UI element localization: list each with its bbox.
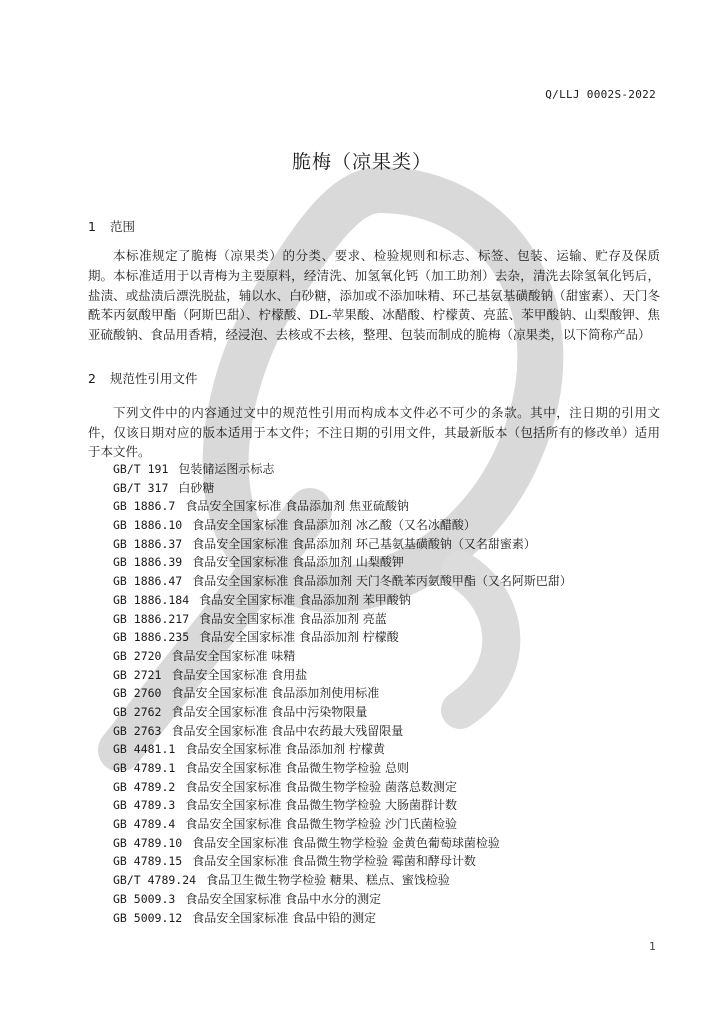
reference-name: 食品安全国家标准 食品中水分的测定 — [185, 891, 382, 906]
reference-name: 食品安全国家标准 食品中农药最大残留限量 — [171, 723, 404, 738]
reference-item — [113, 460, 572, 479]
reference-code: GB 4789.2 — [113, 779, 176, 794]
section-title: 规范性引用文件 — [109, 371, 198, 386]
reference-item — [113, 852, 572, 871]
reference-code: GB 4789.3 — [113, 798, 176, 813]
standard-code: Q/LLJ 0002S-2022 — [545, 88, 656, 101]
section-heading-scope — [88, 217, 135, 235]
reference-item — [113, 722, 572, 741]
reference-item — [113, 684, 572, 703]
reference-name: 白砂糖 — [178, 480, 215, 495]
reference-list — [113, 460, 572, 927]
reference-name: 食品安全国家标准 食品微生物学检验 霉菌和酵母计数 — [192, 854, 476, 869]
reference-item — [113, 572, 572, 591]
reference-item — [113, 628, 572, 647]
reference-name: 食品安全国家标准 食品添加剂使用标准 — [171, 686, 380, 701]
reference-name: 食品卫生微生物学检验 糖果、糕点、蜜饯检验 — [206, 873, 450, 888]
reference-code: GB 2720 — [113, 648, 162, 663]
reference-name: 食品安全国家标准 味精 — [171, 648, 296, 663]
reference-item — [113, 834, 572, 853]
reference-name: 食品安全国家标准 食品添加剂 柠檬黄 — [185, 742, 385, 757]
reference-item — [113, 740, 572, 759]
reference-code: GB 1886.39 — [113, 555, 183, 570]
reference-name: 食品安全国家标准 食品添加剂 亮蓝 — [199, 611, 387, 626]
reference-name: 食品安全国家标准 食品微生物学检验 大肠菌群计数 — [185, 798, 457, 813]
reference-item — [113, 497, 572, 516]
reference-name: 食品安全国家标准 食品添加剂 焦亚硫酸钠 — [185, 499, 409, 514]
reference-item — [113, 666, 572, 685]
reference-code: GB 1886.217 — [113, 611, 190, 626]
reference-item — [113, 553, 572, 572]
reference-code: GB 4481.1 — [113, 742, 176, 757]
section-title: 范围 — [109, 219, 135, 234]
reference-item — [113, 890, 572, 909]
reference-item — [113, 778, 572, 797]
reference-code: GB/T 191 — [113, 462, 169, 476]
reference-code: GB 4789.10 — [113, 835, 183, 850]
normative-intro: 下列文件中的内容通过文中的规范性引用而构成本文件必不可少的条款。其中，注日期的引用文件，仅该日期对应的版本适用于本文件；不注日期的引用文件，其最新版本（包括所有的修改单）适用于本文件。 — [88, 405, 660, 459]
reference-item — [113, 909, 572, 928]
reference-code: GB 5009.12 — [113, 910, 183, 925]
scope-paragraph-2: 本标准适用于以青梅为主要原料，经清洗、加氢氧化钙（加工助剂）去杂，清洗去除氢氧化钙后，盐渍、或盐渍后漂洗脱盐，辅以水、白砂糖，添加或不添加味精、环己基氨基磺酸钠（甜蜜素）、天门冬酰苯丙氨酸甲酯（阿斯巴甜）、柠檬酸、DL-苹果酸、冰醋酸、柠檬黄、亮蓝、苯甲酸钠、山梨酸钾、焦亚硫酸钠、食品用香精，经浸泡、去核或不去核，整理、包装而制成的脆梅（凉果类，以下简称产品） — [88, 268, 660, 342]
reference-name: 食品安全国家标准 食品微生物学检验 沙门氏菌检验 — [185, 817, 457, 832]
reference-code: GB 1886.7 — [113, 499, 176, 514]
section-number: 1 — [88, 219, 96, 234]
reference-name: 包装储运图示标志 — [178, 462, 275, 476]
reference-code: GB 2762 — [113, 704, 162, 719]
reference-item — [113, 479, 572, 498]
reference-name: 食品安全国家标准 食品微生物学检验 菌落总数测定 — [185, 779, 457, 794]
reference-item — [113, 591, 572, 610]
reference-code: GB 2721 — [113, 667, 162, 682]
reference-item — [113, 871, 572, 890]
scope-paragraph-1: 本标准规定了脆梅（凉果类）的分类、要求、检验规则和标志、标签、包装、运输、贮存及保质期。 — [88, 248, 660, 283]
reference-code: GB 4789.1 — [113, 761, 176, 775]
reference-name: 食品安全国家标准 食品微生物学检验 金黄色葡萄球菌检验 — [192, 835, 500, 850]
reference-code: GB 5009.3 — [113, 891, 176, 906]
reference-item — [113, 610, 572, 629]
reference-code: GB 1886.10 — [113, 518, 183, 533]
reference-item — [113, 535, 572, 554]
reference-code: GB/T 317 — [113, 480, 169, 495]
reference-code: GB 1886.47 — [113, 574, 183, 589]
reference-item — [113, 703, 572, 722]
reference-item — [113, 516, 572, 535]
reference-name: 食品安全国家标准 食品添加剂 环己基氨基磺酸钠（又名甜蜜素） — [192, 536, 536, 551]
reference-name: 食品安全国家标准 食用盐 — [171, 667, 308, 682]
reference-item — [113, 647, 572, 666]
reference-name: 食品安全国家标准 食品添加剂 柠檬酸 — [199, 630, 399, 645]
reference-name: 食品安全国家标准 食品添加剂 冰乙酸（又名冰醋酸） — [192, 518, 476, 533]
page-number: 1 — [649, 940, 656, 953]
reference-item — [113, 815, 572, 834]
reference-name: 食品安全国家标准 食品添加剂 天门冬酰苯丙氨酸甲酯（又名阿斯巴甜） — [192, 574, 572, 589]
reference-name: 食品安全国家标准 食品中铅的测定 — [192, 910, 377, 925]
reference-code: GB 1886.37 — [113, 536, 183, 551]
reference-code: GB 4789.4 — [113, 817, 176, 832]
section-number: 2 — [88, 371, 96, 386]
reference-code: GB/T 4789.24 — [113, 873, 197, 888]
reference-name: 食品安全国家标准 食品微生物学检验 总则 — [185, 761, 409, 775]
reference-item — [113, 759, 572, 778]
section-heading-normative — [88, 369, 198, 387]
reference-code: GB 4789.15 — [113, 854, 183, 869]
reference-code: GB 1886.184 — [113, 592, 190, 607]
reference-item — [113, 796, 572, 815]
reference-code: GB 1886.235 — [113, 630, 190, 645]
reference-name: 食品安全国家标准 食品添加剂 山梨酸钾 — [192, 555, 404, 570]
reference-code: GB 2763 — [113, 723, 162, 738]
reference-code: GB 2760 — [113, 686, 162, 701]
reference-name: 食品安全国家标准 食品中污染物限量 — [171, 704, 368, 719]
reference-name: 食品安全国家标准 食品添加剂 苯甲酸钠 — [199, 592, 411, 607]
document-title: 脆梅（凉果类） — [291, 151, 432, 173]
